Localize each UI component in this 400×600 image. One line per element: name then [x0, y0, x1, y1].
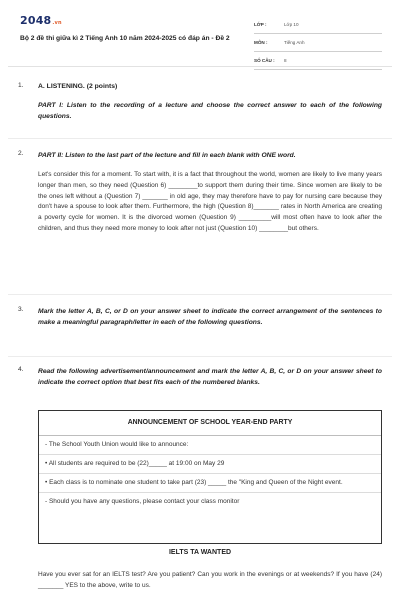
meta-value: Lớp 10	[284, 22, 299, 27]
document-title: Bộ 2 đề thi giữa kì 2 Tiếng Anh 10 năm 2024-2025 có đáp án - Đề 2	[20, 35, 230, 42]
ielts-text: Have you ever sat for an IELTS test? Are you patient? Can you work in the evenings or at weekends? If you have (24) _______ YES to the above, write to us.	[38, 571, 382, 589]
announcement-item: - Should you have any questions, please contact your class monitor	[45, 498, 240, 505]
announcement-title: ANNOUNCEMENT OF SCHOOL YEAR-END PARTY	[39, 411, 381, 436]
meta-label: SỐ CÂU :	[254, 58, 275, 63]
question-instruction: Read the following advertisement/announcement and mark the letter A, B, C, or D on your answer sheet to indicate the correct option that best fits each of the numbered blanks.	[38, 368, 382, 386]
announcement-item: • All students are required to be (22)_____ at 19:00 on May 29	[39, 455, 381, 474]
announcement-item: • Each class is to nominate one student to take part (23) _____ the "King and Queen of the Night event.	[39, 474, 381, 493]
question-divider	[8, 138, 392, 139]
meta-row-subject	[254, 34, 382, 52]
meta-value: Tiếng Anh	[284, 40, 305, 45]
lecture-passage: Let's consider this for a moment. To start with, it is a fact that throughout the world, women are likely to live many years longer than men, so they need (Question 6) ________to support them during their time. Since women are likely to be the ones left without a (Question 7) _______ in old age, they may therefore have to pay for nursing care because they don't have a spouse to look after them. Furthermore, the high (Question 8)_______ rates in North America are creating a poverty cycle for women. It is the divorced women (Question 9) _________will most often have to look after the children, and thus they need more money to look after not just (Question 10) ________but others.	[38, 171, 382, 232]
question-1	[18, 82, 382, 122]
question-number: 2.	[18, 150, 24, 157]
question-instruction: PART I: Listen to the recording of a lecture and choose the correct answer to each of the following questions.	[38, 102, 382, 120]
question-number: 1.	[18, 82, 24, 89]
meta-table	[254, 16, 382, 70]
question-number: 4.	[18, 366, 24, 373]
header-divider	[8, 66, 392, 67]
page-header	[0, 0, 400, 64]
meta-value: 8	[284, 58, 287, 63]
question-divider	[8, 294, 392, 295]
question-instruction: Mark the letter A, B, C, or D on your answer sheet to indicate the correct arrangement of the sentences to make a meaningful paragraph/letter in each of the following questions.	[38, 308, 382, 326]
question-instruction: PART II: Listen to the last part of the lecture and fill in each blank with ONE word.	[38, 152, 296, 159]
logo-domain: .vn	[52, 20, 62, 26]
announcement-box	[38, 410, 382, 544]
meta-row-class	[254, 16, 382, 34]
meta-label: LỚP :	[254, 22, 267, 27]
question-number: 3.	[18, 306, 24, 313]
question-divider	[8, 356, 392, 357]
question-2	[18, 150, 382, 235]
announcement-item: - The School Youth Union would like to announce:	[39, 436, 381, 455]
meta-label: MÔN :	[254, 40, 268, 45]
section-heading: A. LISTENING. (2 points)	[38, 83, 118, 90]
question-3	[18, 306, 382, 328]
ielts-title: IELTS TA WANTED	[168, 549, 232, 556]
site-logo[interactable]	[20, 14, 62, 27]
meta-row-count	[254, 52, 382, 70]
logo-text: 2048	[20, 14, 52, 27]
question-4	[18, 366, 382, 388]
